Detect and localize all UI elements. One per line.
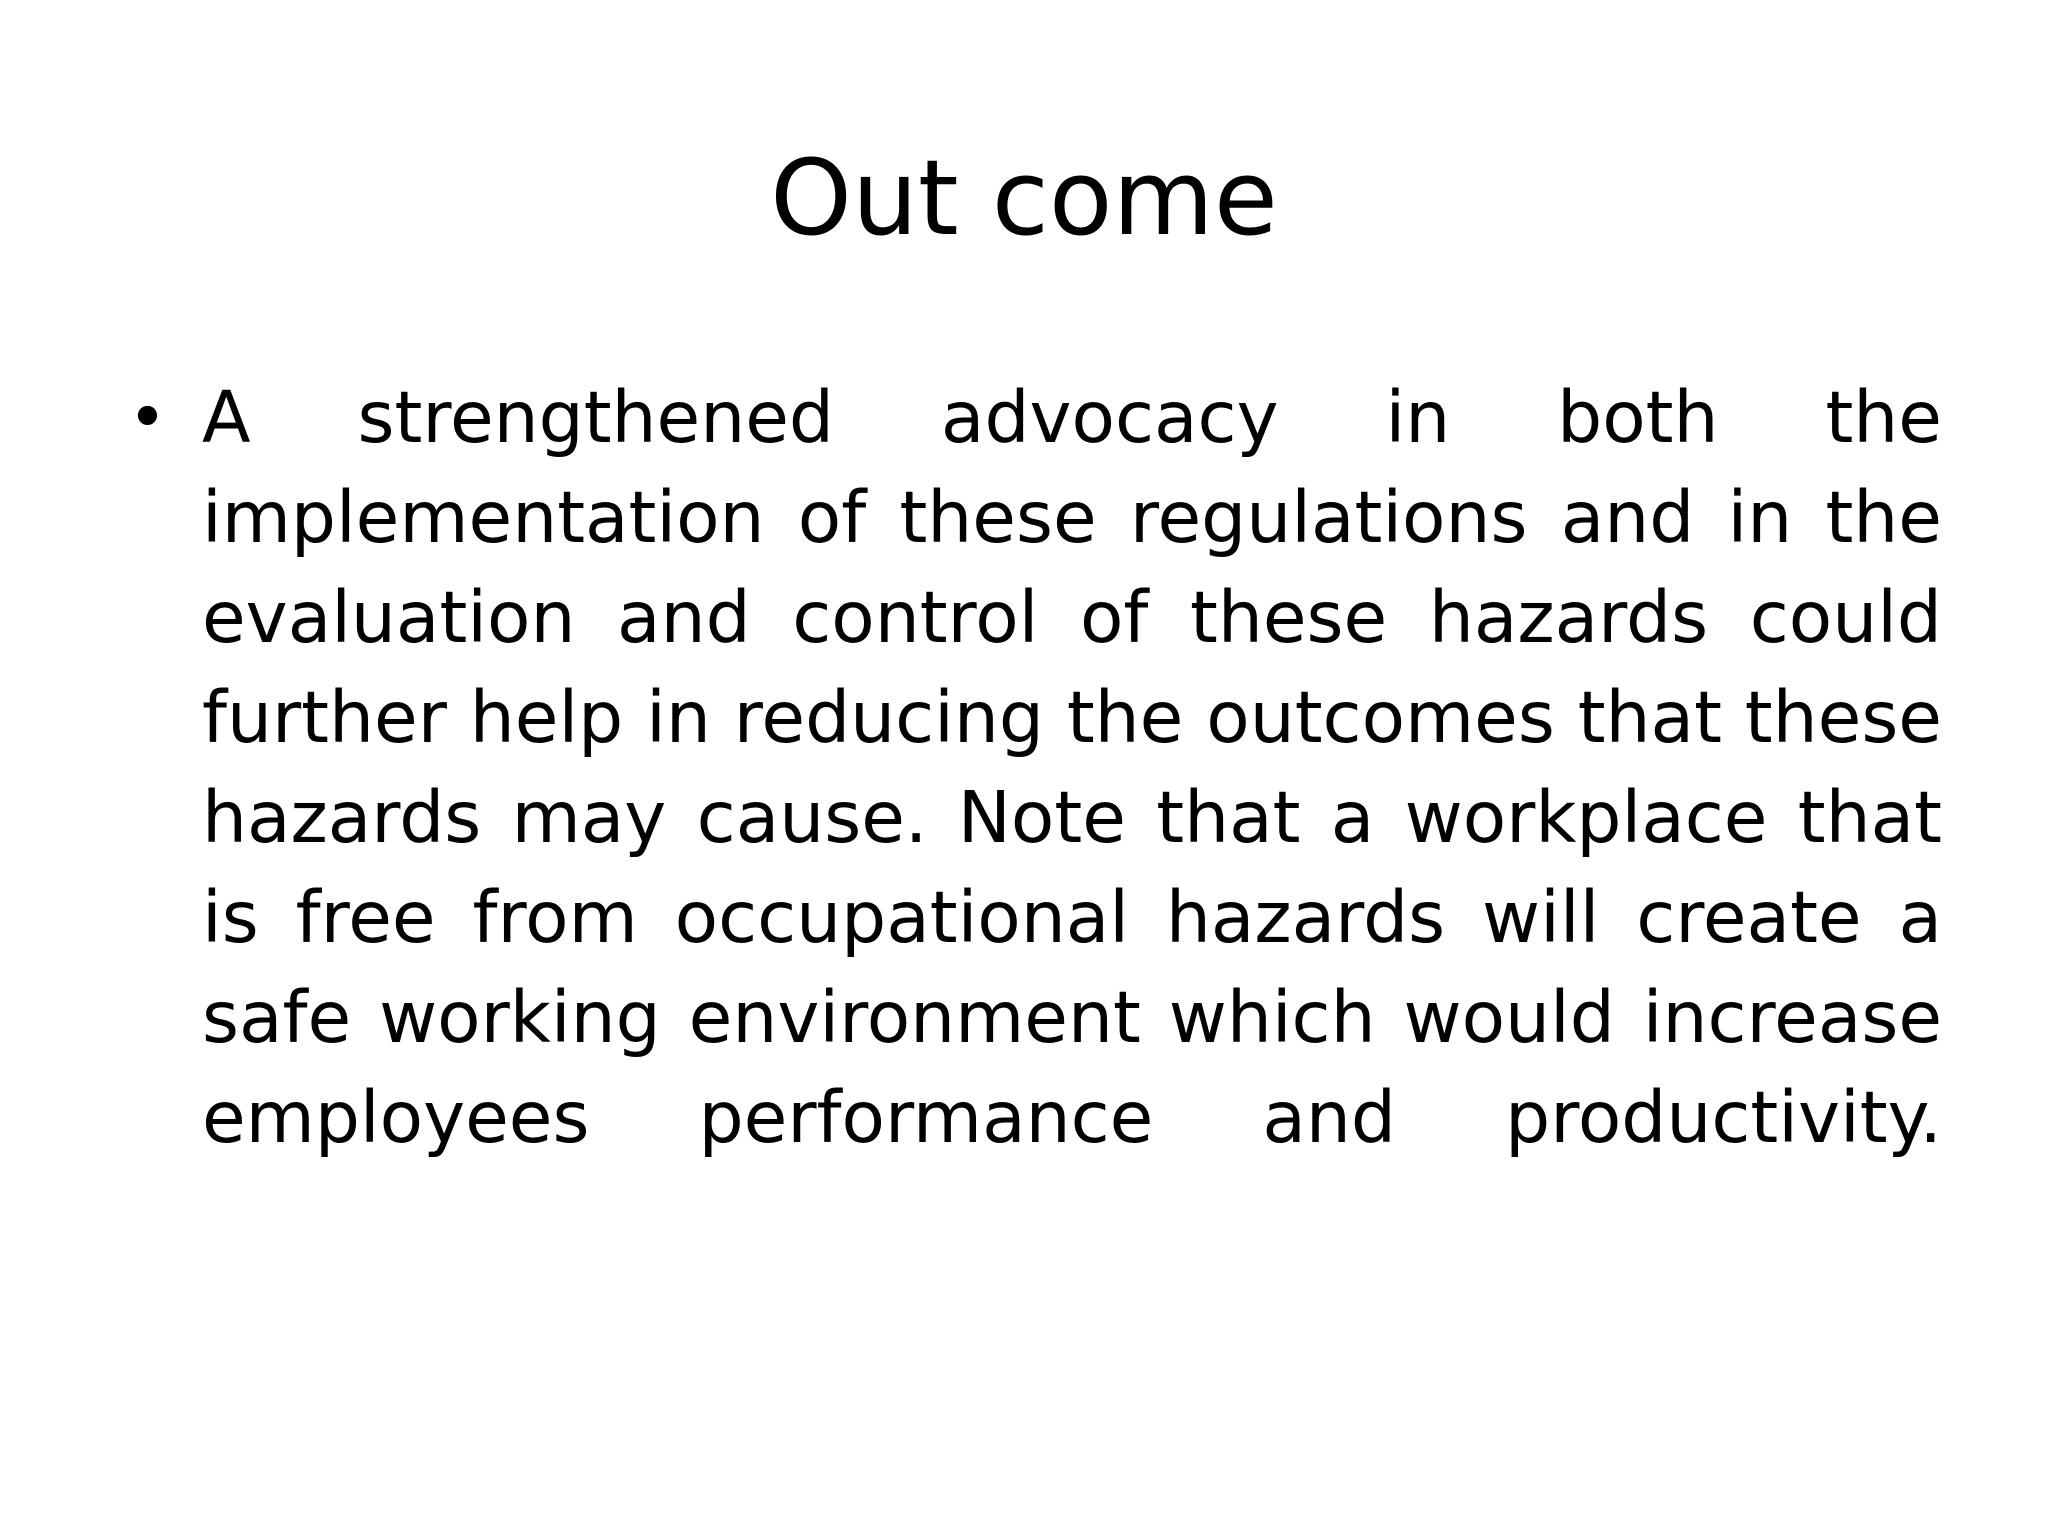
slide-title: Out come [770, 137, 1278, 259]
bullet-item [118, 368, 1942, 1168]
bullet-marker: • [128, 379, 167, 456]
bullet-list [118, 368, 1942, 1168]
bullet-text: A strengthened advocacy in both the implementation of these regulations and in the evaluation and control of these hazards could further help in reducing the outcomes that these hazards may cause. Note that a workplace that is free from occupational hazards will create a safe working environment which would increase employees performance and productivity. [202, 376, 1942, 1159]
